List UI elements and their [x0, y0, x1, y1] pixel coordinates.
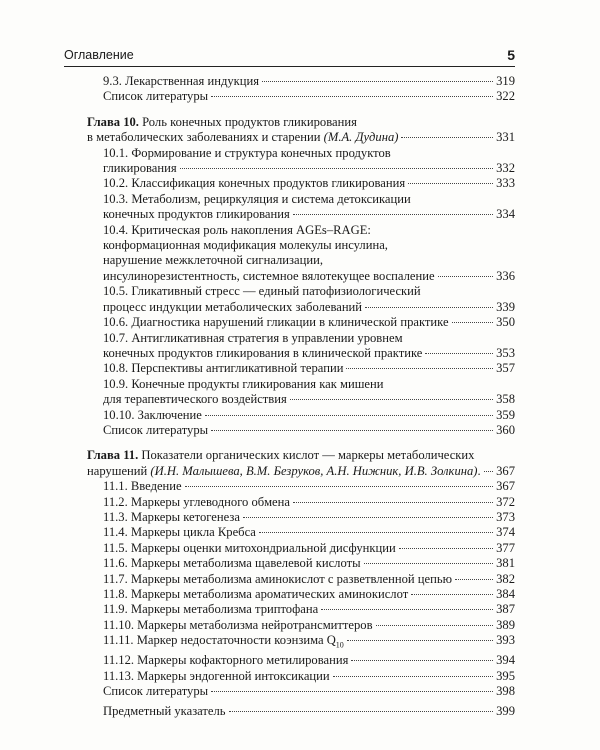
toc-entry-10-references[interactable]: Список литературы 360 — [103, 422, 515, 437]
toc-entry-11-3[interactable]: 11.3. Маркеры кетогенеза 373 — [103, 509, 515, 524]
toc-entry-10-6[interactable]: 10.6. Диагностика нарушений гликации в клинической практике 350 — [103, 315, 515, 330]
toc-entry-10-5[interactable]: 10.5. Гликативный стресс — единый патофизиологический процесс индукции метаболических заболеваний 339 — [103, 284, 515, 314]
table-of-contents — [87, 74, 515, 720]
toc-entry-11-13[interactable]: 11.13. Маркеры эндогенной интоксикации 395 — [103, 668, 515, 683]
toc-entry-10-4[interactable]: 10.4. Критическая роль накопления AGEs–RAGE: конформационная модификация молекулы инсулина, нарушение межклеточной сигнализации, инсулинорезистентность, системное вялотекущее воспаление 336 — [103, 222, 515, 283]
header-title: Оглавление — [64, 48, 134, 62]
toc-chapter-11[interactable]: Глава 11. Показатели органических кислот — маркеры метаболических нарушений (И.Н. Малышева, В.М. Безруков, А.Н. Нижник, И.В. Золкина). 367 — [87, 448, 515, 478]
toc-chapter-10[interactable]: Глава 10. Роль конечных продуктов гликирования в метаболических заболеваниях и старении (М.А. Дудина) 331 — [87, 114, 515, 145]
toc-entry-11-10[interactable]: 11.10. Маркеры метаболизма нейротрансмиттеров 389 — [103, 617, 515, 632]
toc-entry-11-1[interactable]: 11.1. Введение 367 — [103, 479, 515, 494]
toc-entry-11-9[interactable]: 11.9. Маркеры метаболизма триптофана 387 — [103, 602, 515, 617]
header-page-number: 5 — [507, 47, 515, 63]
toc-entry-10-3[interactable]: 10.3. Метаболизм, рециркуляция и система детоксикации конечных продуктов гликирования 334 — [103, 191, 515, 222]
toc-entry-10-7[interactable]: 10.7. Антигликативная стратегия в управлении уровнем конечных продуктов гликирования в клинической практике 353 — [103, 330, 515, 360]
toc-entry-11-2[interactable]: 11.2. Маркеры углеводного обмена 372 — [103, 494, 515, 509]
toc-entry-10-1[interactable]: 10.1. Формирование и структура конечных продуктов гликирования 332 — [103, 145, 515, 176]
toc-entry-9-references[interactable]: Список литературы 322 — [103, 89, 515, 104]
toc-entry-11-4[interactable]: 11.4. Маркеры цикла Кребса 374 — [103, 525, 515, 540]
subscript-10: 10 — [335, 640, 344, 650]
toc-entry-11-12[interactable]: 11.12. Маркеры кофакторного метилирования 394 — [103, 653, 515, 668]
toc-entry-11-11[interactable]: 11.11. Маркер недостаточности коэнзима $Q_{10}$ 393 — [103, 633, 515, 650]
toc-entry-10-10[interactable]: 10.10. Заключение 359 — [103, 407, 515, 422]
toc-entry-9-3[interactable]: 9.3. Лекарственная индукция 319 — [103, 74, 515, 88]
chapter-11-authors: (И.Н. Малышева, В.М. Безруков, А.Н. Нижник, И.В. Золкина) — [150, 463, 478, 478]
toc-entry-11-6[interactable]: 11.6. Маркеры метаболизма щавелевой кислоты 381 — [103, 556, 515, 571]
running-header — [64, 40, 515, 67]
toc-entry-11-references[interactable]: Список литературы 398 — [103, 683, 515, 698]
toc-entry-subject-index[interactable]: Предметный указатель 399 — [103, 704, 515, 719]
toc-entry-10-2[interactable]: 10.2. Классификация конечных продуктов гликирования 333 — [103, 176, 515, 191]
chapter-10-label: Глава 10. — [87, 114, 139, 129]
toc-entry-10-9[interactable]: 10.9. Конечные продукты гликирования как мишени для терапевтического воздействия 358 — [103, 376, 515, 407]
chapter-11-label: Глава 11. — [87, 448, 139, 463]
chapter-10-authors: (М.А. Дудина) — [323, 130, 399, 145]
toc-entry-11-5[interactable]: 11.5. Маркеры оценки митохондриальной дисфункции 377 — [103, 540, 515, 555]
toc-entry-11-8[interactable]: 11.8. Маркеры метаболизма ароматических аминокислот 384 — [103, 587, 515, 601]
toc-entry-10-8[interactable]: 10.8. Перспективы антигликативной терапии 357 — [103, 361, 515, 376]
toc-entry-11-7[interactable]: 11.7. Маркеры метаболизма аминокислот с разветвленной цепью 382 — [103, 571, 515, 586]
